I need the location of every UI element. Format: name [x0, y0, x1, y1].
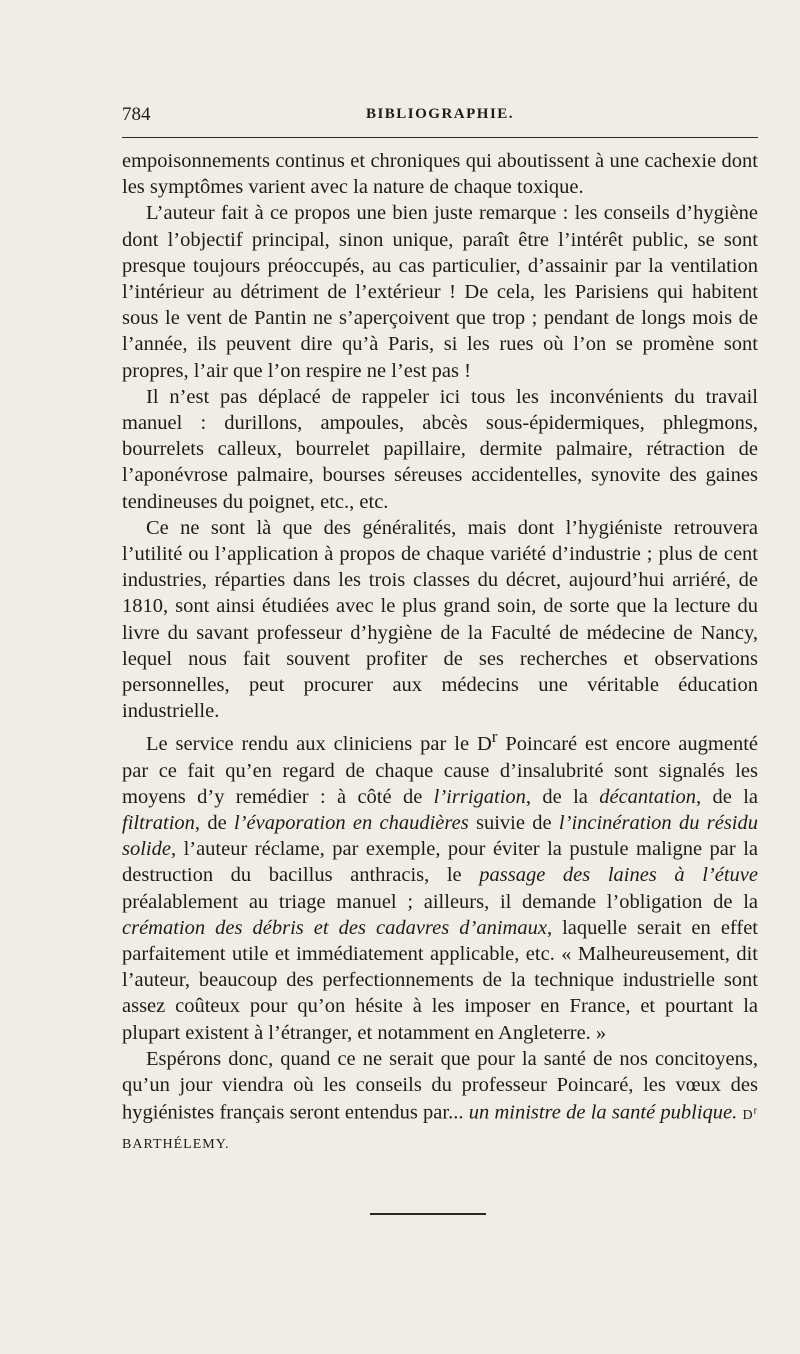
p5-text-7: , l’auteur réclame, par exemple, pour éviter la pustule maligne par la destruction du bacillus anthracis, le [122, 838, 758, 887]
p5-text-2: Poincaré est encore augmenté par ce fait qu’en regard de chaque cause d’insalubrité sont signalés les moyens d’y remédier : à côté de [122, 733, 758, 808]
p5-italic-7: crémation des débris et des cadavres d’animaux [122, 916, 547, 939]
header-rule [122, 137, 758, 138]
p5-italic-1: l’irrigation [433, 785, 526, 808]
p5-text-9: , laquelle serait en effet parfaitement utile et immédiatement applicable, etc. « Malheureusement, dit l’auteur, beaucoup des perfectionnements de la technique industrielle sont assez coûteux pour qu’on hésite à les imposer en France, et pourtant la plupart existent à l’étranger, et notamment en Angleterre. » [122, 916, 758, 1044]
p5-italic-2: décantation [599, 785, 697, 808]
p5-text-3: , de la [525, 785, 600, 808]
p5-italic-4: l’évaporation en chaudières [233, 811, 469, 834]
signature-prefix: D [742, 1107, 754, 1123]
paragraph-5 [122, 724, 758, 1045]
p6-italic-1: un ministre de la santé publique. [468, 1101, 738, 1124]
p5-italic-5: l’incinération du résidu solide [122, 811, 758, 861]
p6-text-1: Espérons donc, quand ce ne serait que pour la santé de nos concitoyens, qu’un jour viendra où les conseils du professeur Poincaré, les vœux des hygiénistes français seront entendus par... [122, 1047, 758, 1124]
page-header [122, 100, 758, 130]
p5-italic-6: passage des laines à l’étuve [479, 864, 758, 887]
p5-text-6: suivie de [468, 811, 559, 834]
p5-text-5: , de [194, 811, 234, 834]
p5-doctor-sup: r [491, 727, 498, 747]
paragraph-2: L’auteur fait à ce propos une bien juste remarque : les conseils d’hygiène dont l’objectif principal, sinon unique, paraît être l’intérêt public, se sont presque toujours préoccupés, au cas particulier, d’assainir par la ventilation l’intérieur au détriment de l’extérieur ! De cela, les Parisiens qui habitent sous le vent de Pantin ne s’aperçoivent que trop ; pendant de longs mois de l’année, ils peuvent dire qu’à Paris, si les rues où l’on se promène sont propres, l’air que l’on respire ne l’est pas ! [122, 202, 758, 382]
p5-text-1: Le service rendu aux cliniciens par le D [146, 733, 492, 756]
p5-italic-3: filtration [122, 811, 195, 834]
paragraph-3: Il n’est pas déplacé de rappeler ici tous les inconvénients du travail manuel : durillons, ampoules, abcès sous-épidermiques, phlegmons, bourrelets calleux, bourrelet papillaire, dermite palmaire, rétraction de l’aponévrose palmaire, bourses séreuses accidentelles, synovite des gaines tendineuses du poignet, etc., etc. [122, 385, 758, 513]
end-rule [370, 1213, 486, 1215]
page-number: 784 [122, 104, 151, 125]
paragraph-6 [122, 1046, 758, 1158]
running-title: BIBLIOGRAPHIE. [365, 106, 515, 122]
signature-name: BARTHÉLEMY. [122, 1137, 230, 1152]
paragraph-1: empoisonnements continus et chroniques qui aboutissent à une cachexie dont les symptômes varient avec la nature de chaque toxique. [122, 150, 758, 199]
body-text [122, 148, 758, 1158]
p5-text-4: , de la [696, 785, 758, 808]
p5-text-8: préalablement au triage manuel ; ailleurs, il demande l’obligation de la [122, 890, 758, 913]
signature-sup: r [753, 1105, 758, 1117]
paragraph-4: Ce ne sont là que des généralités, mais dont l’hygiéniste retrouvera l’utilité ou l’application à propos de chaque variété d’industrie ; plus de cent industries, réparties dans les trois classes du décret, aujourd’hui arriéré, de 1810, sont ainsi étudiées avec le plus grand soin, de sorte que la lecture du livre du savant professeur d’hygiène de la Faculté de médecine de Nancy, lequel nous fait souvent profiter de ses recherches et observations personnelles, peut procurer aux médecins une véritable éducation industrielle. [122, 516, 758, 723]
